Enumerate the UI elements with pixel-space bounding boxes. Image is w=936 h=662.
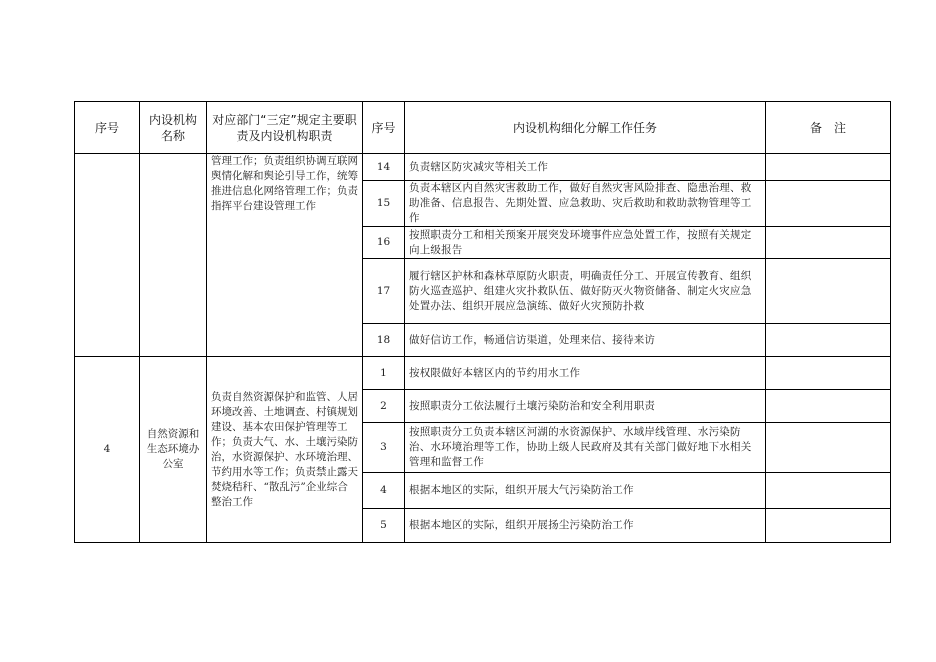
task-text: 根据本地区的实际，组织开展大气污染防治工作	[405, 473, 766, 509]
group-dept	[140, 154, 207, 357]
task-note	[766, 357, 891, 390]
group-duty: 管理工作；负责组织协调互联网舆情化解和舆论引导工作，统筹推进信息化网络管理工作；负责指挥平台建设管理工作	[207, 154, 363, 357]
task-no: 4	[363, 473, 405, 509]
header-seq: 序号	[75, 102, 140, 154]
table-row	[75, 154, 891, 181]
header-task-seq: 序号	[363, 102, 405, 154]
task-note	[766, 181, 891, 227]
task-no: 3	[363, 423, 405, 473]
task-text: 按权限做好本辖区内的节约用水工作	[405, 357, 766, 390]
task-text: 履行辖区护林和森林草原防火职责，明确责任分工、开展宣传教育、组织防火巡查巡护、组建火灾扑救队伍、做好防灭火物资储备、制定火灾应急处置办法、组织开展应急演练、做好火灾预防扑救	[405, 259, 766, 324]
group-dept: 自然资源和生态环境办公室	[140, 357, 207, 543]
task-text: 按照职责分工依法履行土壤污染防治和安全利用职责	[405, 390, 766, 423]
task-no: 17	[363, 259, 405, 324]
task-note	[766, 473, 891, 509]
task-note	[766, 259, 891, 324]
task-note	[766, 423, 891, 473]
table-row	[75, 357, 891, 390]
task-note	[766, 154, 891, 181]
task-text: 负责本辖区内自然灾害救助工作，做好自然灾害风险排查、隐患治理、救助准备、信息报告、先期处置、应急救助、灾后救助和救助款物管理等工作	[405, 181, 766, 227]
header-note: 备 注	[766, 102, 891, 154]
task-text: 按照职责分工负责本辖区河湖的水资源保护、水域岸线管理、水污染防治、水环境治理等工作，协助上级人民政府及其有关部门做好地下水相关管理和监督工作	[405, 423, 766, 473]
task-text: 做好信访工作，畅通信访渠道，处理来信、接待来访	[405, 324, 766, 357]
task-text: 根据本地区的实际，组织开展扬尘污染防治工作	[405, 509, 766, 543]
task-text: 按照职责分工和相关预案开展突发环境事件应急处置工作，按照有关规定向上级报告	[405, 227, 766, 259]
task-no: 5	[363, 509, 405, 543]
task-no: 2	[363, 390, 405, 423]
group-duty: 负责自然资源保护和监管、人居环境改善、土地调查、村镇规划建设、基本农田保护管理等工作；负责大气、水、土壤污染防治，水资源保护、水环境治理、节约用水等工作；负责禁止露天焚烧秸秆、“散乱污”企业综合整治工作	[207, 357, 363, 543]
header-task: 内设机构细化分解工作任务	[405, 102, 766, 154]
group-seq	[75, 154, 140, 357]
task-no: 15	[363, 181, 405, 227]
task-text: 负责辖区防灾减灾等相关工作	[405, 154, 766, 181]
task-note	[766, 227, 891, 259]
task-no: 14	[363, 154, 405, 181]
task-no: 16	[363, 227, 405, 259]
task-no: 1	[363, 357, 405, 390]
group-seq: 4	[75, 357, 140, 543]
task-note	[766, 324, 891, 357]
header-duty: 对应部门“三定”规定主要职责及内设机构职责	[207, 102, 363, 154]
header-dept: 内设机构名称	[140, 102, 207, 154]
task-no: 18	[363, 324, 405, 357]
task-note	[766, 390, 891, 423]
task-note	[766, 509, 891, 543]
duty-table	[74, 101, 891, 543]
header-row	[75, 102, 891, 154]
